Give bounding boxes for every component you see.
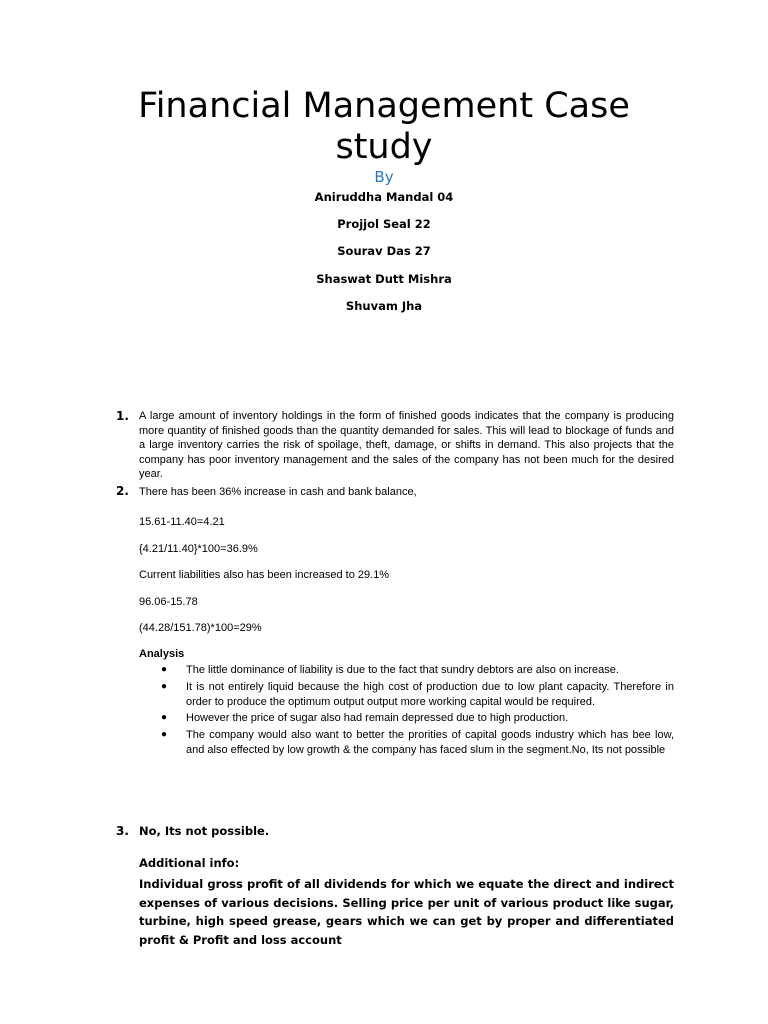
- author-2: Projjol Seal 22: [337, 217, 431, 231]
- analysis-item: [157, 728, 674, 758]
- title-line-1: Financial Management Case: [138, 86, 630, 126]
- author-1: Aniruddha Mandal 04: [314, 190, 454, 204]
- analysis-item-text: The company would also want to better the prorities of capital goods industry which has bee low, and also effected by low growth & the company has faced slum in the segment.No, Its not possible: [186, 729, 674, 756]
- q2-calc-line-4: 96.06-15.78: [139, 596, 198, 608]
- q3-number: 3.: [116, 824, 129, 838]
- bullet-icon: ●: [161, 664, 168, 675]
- analysis-item-text: The little dominance of liability is due to the fact that sundry debtors are also on increase.: [186, 664, 619, 676]
- q2-calc-line-1: 15.61-11.40=4.21: [139, 516, 225, 528]
- bullet-icon: ●: [161, 680, 168, 692]
- q2-calc-line-2: {4.21/11.40}*100=36.9%: [139, 543, 258, 555]
- q2-number: 2.: [116, 484, 129, 498]
- bullet-icon: ●: [161, 729, 168, 741]
- author-4: Shaswat Dutt Mishra: [316, 272, 452, 286]
- analysis-item-text: However the price of sugar also had remain depressed due to high production.: [186, 712, 569, 725]
- analysis-item-text: It is not entirely liquid because the high cost of production due to low plant capacity. Therefore in order to produce the optimum output output more working capital would be required.: [186, 680, 674, 708]
- q1-paragraph: A large amount of inventory holdings in the form of finished goods indicates that the company is producing more quantity of finished goods than the quantity demanded for sales. This will lead to blockage of funds and a large inventory carries the risk of spoilage, theft, damage, or shifts in demand. This also projects that the company has poor inventory management and the sales of the company has not been much for the desired year.: [139, 410, 674, 481]
- title-line-2: study: [335, 127, 433, 167]
- analysis-heading: Analysis: [139, 648, 185, 660]
- author-5: Shuvam Jha: [345, 299, 423, 313]
- q2-intro: There has been 36% increase in cash and bank balance,: [139, 486, 417, 498]
- q1-number: 1.: [116, 409, 129, 423]
- q2-calc-line-3: Current liabilities also has been increased to 29.1%: [139, 569, 390, 581]
- additional-info-heading: Additional info:: [139, 856, 240, 870]
- additional-info-text: Individual gross profit of all dividends for which we equate the direct and indirect expenses of various decisions. Selling price per unit of various product like sugar, turbine, high speed grease, gears which we can get by proper and differentiated profit & Profit and loss account: [139, 877, 674, 948]
- analysis-item: [157, 711, 674, 726]
- by-label: By: [374, 168, 394, 186]
- analysis-item: [157, 680, 674, 710]
- bullet-icon: ●: [161, 712, 168, 724]
- author-3: Sourav Das 27: [337, 244, 431, 258]
- q2-calc-line-5: (44.28/151.78)*100=29%: [139, 622, 262, 634]
- analysis-list: [157, 663, 674, 758]
- analysis-item: [157, 663, 674, 678]
- document-title: [0, 86, 768, 168]
- q3-answer: No, Its not possible.: [139, 824, 270, 838]
